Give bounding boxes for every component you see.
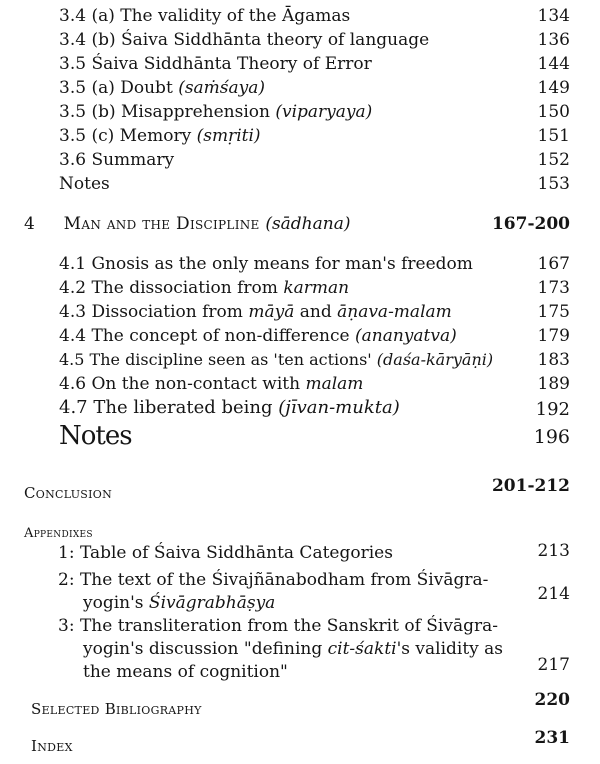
page-number: 152 bbox=[537, 150, 570, 170]
page-number: 214 bbox=[537, 584, 570, 604]
page-number: 196 bbox=[533, 426, 570, 448]
toc-entry-term: (daśa-kāryāṇi) bbox=[376, 350, 494, 369]
appendix-3-line2 bbox=[83, 639, 503, 659]
toc-entry-label: 4.1 Gnosis as the only means for man's freedom bbox=[59, 254, 473, 274]
toc-entry-label: 4.7 The liberated being bbox=[59, 397, 279, 418]
toc-entry-4-3 bbox=[59, 302, 452, 322]
toc-entry-3-5c bbox=[59, 126, 261, 146]
toc-entry-term: (viparyaya) bbox=[275, 102, 373, 122]
chapter-4-heading bbox=[24, 214, 351, 234]
toc-entry-notes bbox=[59, 174, 110, 194]
conclusion-page-range: 201-212 bbox=[491, 476, 570, 496]
page-number: 151 bbox=[537, 126, 570, 146]
appendix-number: 3: bbox=[58, 616, 75, 636]
page-number: 175 bbox=[537, 302, 570, 322]
toc-entry-term: (ananyatva) bbox=[354, 326, 457, 346]
index-page: 231 bbox=[534, 728, 570, 748]
toc-entry-label: 3.5 (a) Doubt bbox=[59, 78, 179, 98]
page-number: 213 bbox=[537, 541, 570, 561]
appendix-title: 's validity as bbox=[396, 639, 504, 659]
appendix-2 bbox=[58, 570, 488, 590]
appendix-number: 2: bbox=[58, 570, 75, 590]
appendix-title: Table of Śaiva Siddhānta Categories bbox=[79, 543, 393, 563]
toc-entry-label: 4.6 On the non-contact with bbox=[59, 374, 306, 394]
appendix-title: The text of the Śivajñānabodham from Śivāgra- bbox=[79, 570, 489, 590]
toc-entry-3-4b bbox=[59, 30, 429, 50]
appendix-title: yogin's discussion "defining bbox=[83, 639, 328, 659]
appendix-2-line2 bbox=[83, 593, 275, 613]
toc-entry-label: 3.4 (a) The validity of the Āgamas bbox=[59, 6, 351, 26]
page-number: 136 bbox=[537, 30, 570, 50]
page-number: 189 bbox=[537, 374, 570, 394]
toc-entry-label: Notes bbox=[59, 421, 132, 451]
toc-entry-label: 4.3 Dissociation from bbox=[59, 302, 249, 322]
page-number: 149 bbox=[537, 78, 570, 98]
page-number: 134 bbox=[537, 6, 570, 26]
toc-entry-4-5 bbox=[59, 350, 493, 369]
toc-entry-4-6 bbox=[59, 374, 363, 394]
toc-entry-term: āṇava-malam bbox=[337, 302, 452, 322]
toc-entry-term: (saṁśaya) bbox=[178, 78, 266, 98]
toc-entry-3-6 bbox=[59, 150, 174, 170]
chapter-page-range: 167-200 bbox=[491, 214, 570, 234]
page-number: 173 bbox=[537, 278, 570, 298]
conclusion-heading: Conclusion bbox=[24, 484, 113, 502]
appendix-title: The transliteration from the Sanskrit of Śivāgra- bbox=[79, 616, 498, 636]
page-number: 217 bbox=[537, 655, 570, 675]
bibliography-page: 220 bbox=[534, 690, 570, 710]
page-number: 179 bbox=[537, 326, 570, 346]
toc-entry-label: 4.2 The dissociation from bbox=[59, 278, 284, 298]
toc-entry-term: (smṛiti) bbox=[196, 126, 261, 146]
appendix-number: 1: bbox=[58, 543, 75, 563]
chapter-title-term: (sādhana) bbox=[265, 214, 351, 234]
toc-entry-label: 3.5 (b) Misapprehension bbox=[59, 102, 276, 122]
page-number: 144 bbox=[537, 54, 570, 74]
appendix-title: the means of cognition" bbox=[83, 662, 288, 682]
toc-entry-term: māyā bbox=[248, 302, 295, 322]
toc-entry-4-2 bbox=[59, 278, 349, 298]
toc-entry-4-1 bbox=[59, 254, 473, 274]
toc-entry-label: 3.5 Śaiva Siddhānta Theory of Error bbox=[59, 54, 372, 74]
toc-entry-term: (jīvan-mukta) bbox=[278, 397, 400, 418]
toc-entry-4-4 bbox=[59, 326, 457, 346]
toc-entry-label: 4.5 The discipline seen as 'ten actions' bbox=[59, 350, 377, 369]
page-number: 192 bbox=[535, 399, 570, 420]
bibliography-heading: Selected Bibliography bbox=[31, 700, 202, 718]
appendix-title: yogin's bbox=[83, 593, 149, 613]
toc-entry-label: 4.4 The concept of non-difference bbox=[59, 326, 355, 346]
index-heading: Index bbox=[31, 737, 73, 755]
page-number: 150 bbox=[537, 102, 570, 122]
appendix-1 bbox=[58, 543, 393, 563]
toc-entry-4-notes bbox=[59, 421, 132, 451]
chapter-title: Man and the Discipline bbox=[63, 214, 266, 234]
chapter-number: 4 bbox=[24, 214, 35, 234]
toc-entry-label: 3.4 (b) Śaiva Siddhānta theory of language bbox=[59, 30, 430, 50]
toc-entry-label: 3.5 (c) Memory bbox=[59, 126, 197, 146]
toc-entry-3-5 bbox=[59, 54, 372, 74]
appendix-title-term: cit-śakti bbox=[327, 639, 397, 659]
toc-entry-label: and bbox=[294, 302, 338, 322]
appendix-title-term: Śivāgrabhāṣya bbox=[148, 593, 276, 613]
page-number: 183 bbox=[537, 350, 570, 370]
toc-entry-4-7 bbox=[59, 397, 400, 418]
page-number: 153 bbox=[537, 174, 570, 194]
toc-entry-term: karman bbox=[283, 278, 350, 298]
toc-entry-label: 3.6 Summary bbox=[59, 150, 175, 170]
toc-entry-3-4a bbox=[59, 6, 350, 26]
appendixes-heading: Appendixes bbox=[24, 526, 93, 541]
toc-entry-3-5b bbox=[59, 102, 372, 122]
toc-entry-term: malam bbox=[305, 374, 364, 394]
toc-entry-label: Notes bbox=[59, 174, 110, 194]
toc-entry-3-5a bbox=[59, 78, 265, 98]
appendix-3 bbox=[58, 616, 498, 636]
page-number: 167 bbox=[537, 254, 570, 274]
appendix-3-line3 bbox=[83, 662, 288, 682]
